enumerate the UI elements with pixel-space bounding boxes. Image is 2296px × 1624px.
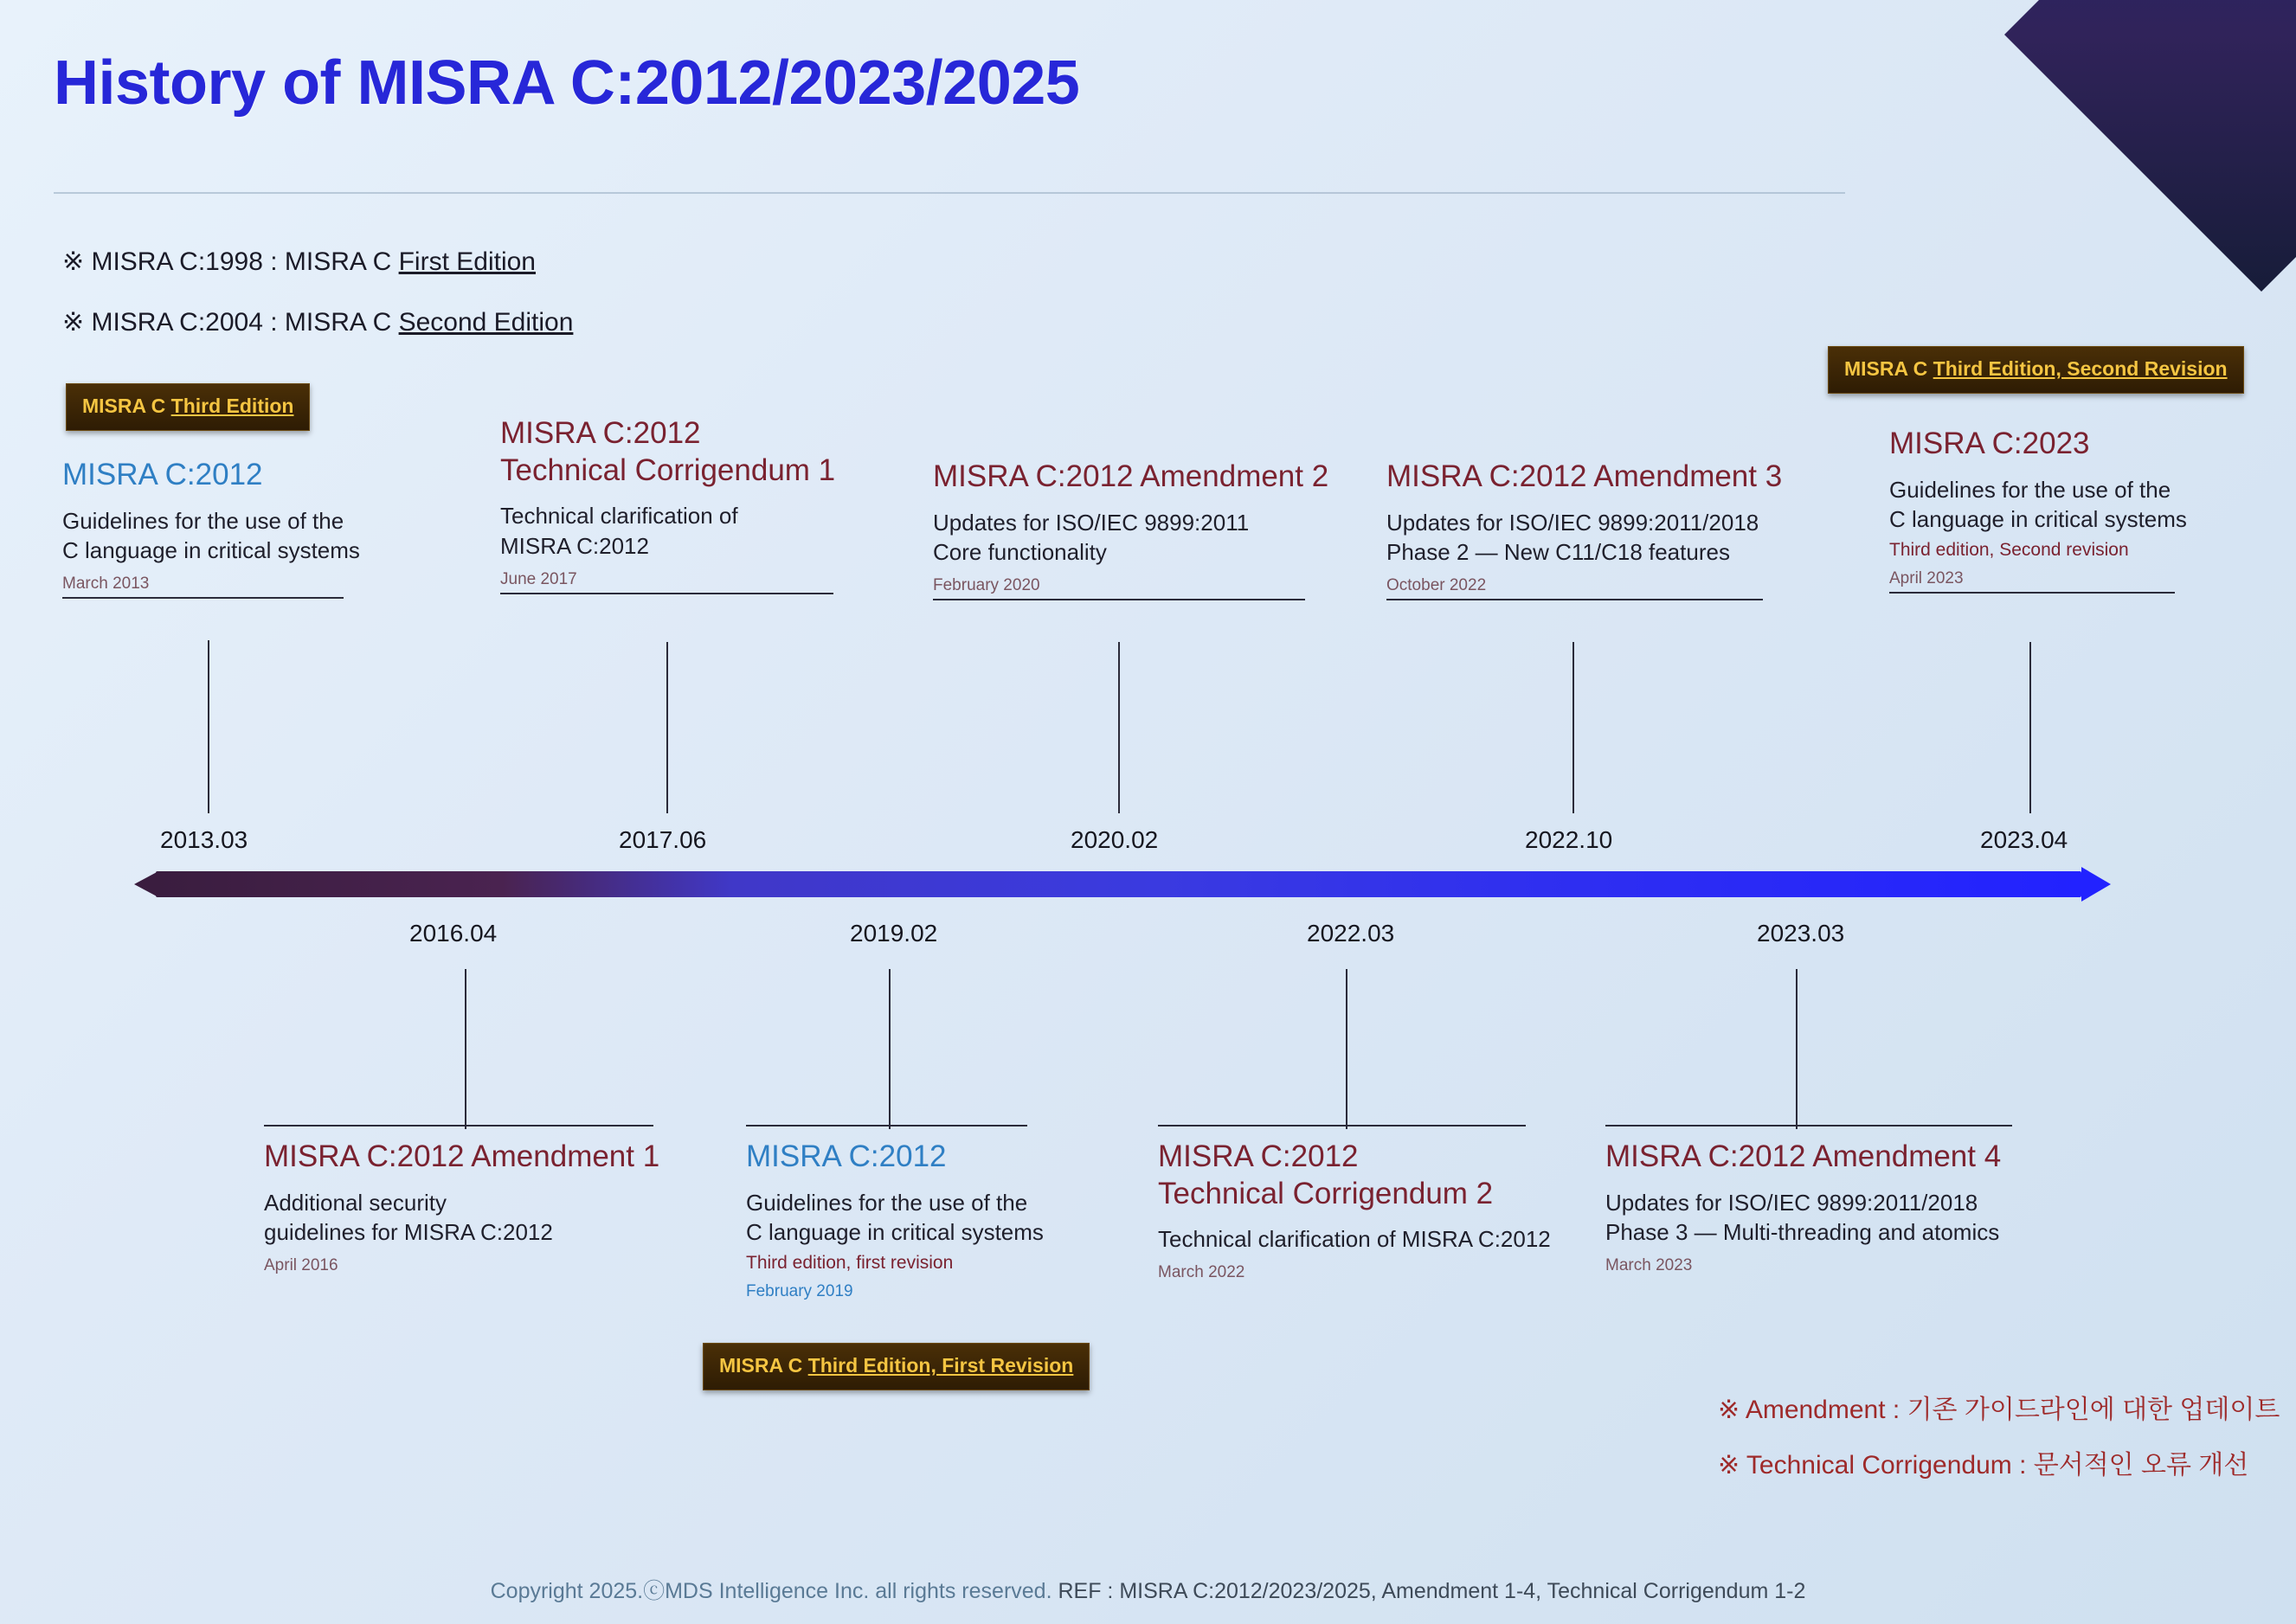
event-title: MISRA C:2012 Amendment 3 xyxy=(1386,459,1783,493)
connector-line-2 xyxy=(666,642,668,813)
event-underline xyxy=(62,597,344,599)
event-date: March 2022 xyxy=(1158,1262,1245,1281)
connector-line-5 xyxy=(2029,642,2031,813)
event-title: MISRA C:2023 xyxy=(1889,427,2090,460)
timeline-label-above-2: 2017.06 xyxy=(619,826,707,853)
event-desc-line: Additional security xyxy=(264,1189,447,1216)
event-above-1 xyxy=(62,457,360,599)
event-overline xyxy=(1158,1125,1526,1127)
title-divider xyxy=(54,192,1845,194)
event-desc-line: Guidelines for the use of the xyxy=(1889,476,2171,503)
event-underline xyxy=(1386,599,1763,600)
event-date: April 2016 xyxy=(264,1255,338,1274)
timeline-label-above-1: 2013.03 xyxy=(160,826,248,853)
connector-line-3 xyxy=(1118,642,1120,813)
note-underlined: First Edition xyxy=(398,247,536,276)
connector-line-9 xyxy=(1796,969,1798,1129)
event-desc xyxy=(933,508,1305,568)
footer-reference: REF : MISRA C:2012/2023/2025, Amendment 1-4, Technical Corrigendum 1-2 xyxy=(1058,1579,1806,1603)
badge-third-edition-second-revision xyxy=(1828,346,2244,394)
badge-prefix: MISRA C xyxy=(82,395,171,417)
note-prefix: ※ MISRA C:1998 : MISRA C xyxy=(62,247,399,276)
event-desc-line: C language in critical systems xyxy=(1889,506,2187,533)
event-date: October 2022 xyxy=(1386,575,1487,594)
legend-technical-corrigendum: ※ Technical Corrigendum : 문서적인 오류 개선 xyxy=(1718,1451,2249,1480)
note-prefix: ※ MISRA C:2004 : MISRA C xyxy=(62,308,399,337)
event-desc-line: C language in critical systems xyxy=(62,537,360,564)
connector-line-7 xyxy=(889,969,891,1129)
badge-prefix: MISRA C xyxy=(1844,357,1933,380)
event-above-2 xyxy=(500,415,836,594)
timeline-label-above-4: 2022.10 xyxy=(1525,826,1613,853)
event-desc xyxy=(1605,1188,2012,1248)
event-subtitle: Third edition, first revision xyxy=(746,1252,954,1273)
timeline-label-below-1: 2016.04 xyxy=(409,920,498,947)
event-title: MISRA C:2012 Technical Corrigendum 2 xyxy=(1158,1139,1494,1210)
badge-third-edition-first-revision xyxy=(703,1343,1090,1390)
event-desc xyxy=(1386,508,1763,568)
footer xyxy=(0,1574,2296,1605)
event-above-4 xyxy=(1386,459,1783,600)
badge-underlined: Third Edition xyxy=(170,395,294,417)
connector-line-8 xyxy=(1346,969,1347,1129)
timeline-label-below-4: 2023.03 xyxy=(1757,920,1845,947)
event-overline xyxy=(1605,1125,2012,1127)
event-below-2 xyxy=(746,1125,1044,1301)
page-title: History of MISRA C:2012/2023/2025 xyxy=(54,48,1080,118)
event-date: February 2020 xyxy=(933,575,1040,594)
event-underline xyxy=(1889,592,2175,594)
legend-amendment: ※ Amendment : 기존 가이드라인에 대한 업데이트 xyxy=(1718,1396,2280,1424)
event-desc-line: guidelines for MISRA C:2012 xyxy=(264,1219,553,1246)
event-date: March 2023 xyxy=(1605,1255,1693,1274)
badge-third-edition xyxy=(66,383,310,431)
event-title: MISRA C:2012 Technical Corrigendum 1 xyxy=(500,416,836,487)
timeline-bar xyxy=(156,871,2081,897)
event-subtitle: Third edition, Second revision xyxy=(1889,539,2129,560)
event-desc-line: Technical clarification of MISRA C:2012 xyxy=(1158,1226,1551,1253)
timeline-label-above-5: 2023.04 xyxy=(1980,826,2068,853)
event-below-3 xyxy=(1158,1125,1551,1282)
event-overline xyxy=(264,1125,653,1127)
event-desc-line: MISRA C:2012 xyxy=(500,532,649,559)
event-title: MISRA C:2012 Amendment 2 xyxy=(933,459,1329,493)
footer-copyright: Copyright 2025.ⓒMDS Intelligence Inc. all rights reserved. xyxy=(490,1579,1052,1603)
event-date: April 2023 xyxy=(1889,568,1964,587)
badge-underlined: Third Edition, First Revision xyxy=(807,1354,1074,1377)
event-above-5 xyxy=(1889,426,2187,594)
badge-underlined: Third Edition, Second Revision xyxy=(1933,357,2228,380)
event-title: MISRA C:2012 Amendment 4 xyxy=(1605,1139,2002,1173)
event-desc-line: Updates for ISO/IEC 9899:2011/2018 xyxy=(1605,1189,1978,1216)
event-date: February 2019 xyxy=(746,1281,853,1300)
timeline-left-cap xyxy=(134,871,158,897)
note-line-1998 xyxy=(62,247,536,277)
connector-line-1 xyxy=(208,640,209,813)
event-above-3 xyxy=(933,459,1329,600)
note-underlined: Second Edition xyxy=(398,308,574,337)
event-desc-line: Phase 2 — New C11/C18 features xyxy=(1386,539,1730,566)
event-desc xyxy=(62,506,360,566)
event-date: June 2017 xyxy=(500,569,577,588)
event-title: MISRA C:2012 xyxy=(746,1139,947,1173)
timeline-label-below-3: 2022.03 xyxy=(1307,920,1395,947)
event-desc xyxy=(746,1188,1044,1248)
event-desc-line: Technical clarification of xyxy=(500,503,738,530)
event-below-4 xyxy=(1605,1125,2012,1275)
event-desc xyxy=(500,501,833,561)
event-desc-line: C language in critical systems xyxy=(746,1219,1044,1246)
event-date: March 2013 xyxy=(62,574,150,593)
event-desc xyxy=(264,1188,653,1248)
event-overline xyxy=(746,1125,1027,1127)
timeline-right-arrow xyxy=(2081,867,2111,902)
decorative-corner-ribbon xyxy=(2004,0,2296,292)
connector-line-4 xyxy=(1572,642,1574,813)
badge-prefix: MISRA C xyxy=(719,1354,808,1377)
timeline-label-above-3: 2020.02 xyxy=(1071,826,1159,853)
event-desc xyxy=(1889,475,2187,535)
note-line-2004 xyxy=(62,307,573,337)
event-desc-line: Guidelines for the use of the xyxy=(746,1189,1028,1216)
event-desc-line: Guidelines for the use of the xyxy=(62,507,344,534)
event-title: MISRA C:2012 Amendment 1 xyxy=(264,1139,660,1173)
timeline-label-below-2: 2019.02 xyxy=(850,920,938,947)
event-underline xyxy=(933,599,1305,600)
event-desc-line: Core functionality xyxy=(933,539,1107,566)
event-title: MISRA C:2012 xyxy=(62,458,263,491)
event-desc-line: Phase 3 — Multi-threading and atomics xyxy=(1605,1219,2000,1246)
event-underline xyxy=(500,593,833,594)
event-desc-line: Updates for ISO/IEC 9899:2011/2018 xyxy=(1386,509,1759,536)
event-desc-line: Updates for ISO/IEC 9899:2011 xyxy=(933,509,1250,536)
event-below-1 xyxy=(264,1125,660,1275)
event-desc xyxy=(1158,1224,1551,1255)
connector-line-6 xyxy=(465,969,466,1129)
